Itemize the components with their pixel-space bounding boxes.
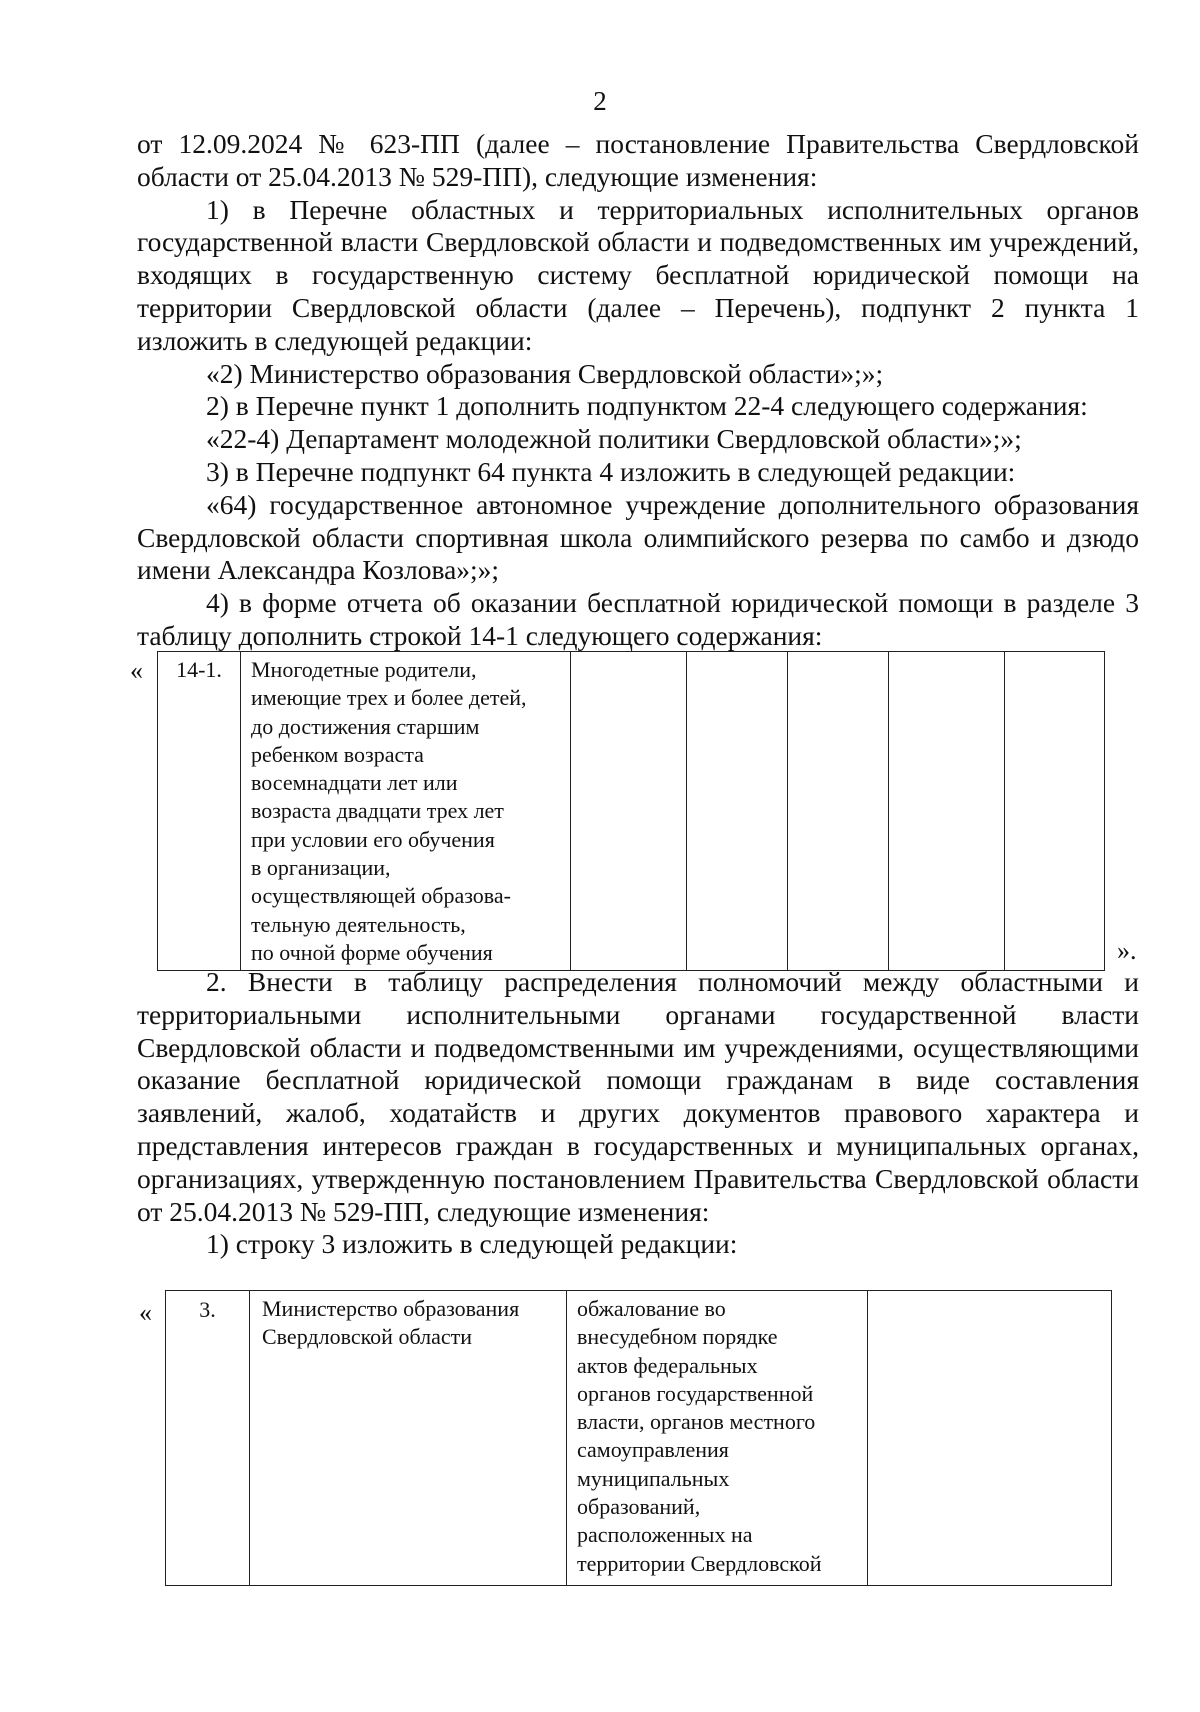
table2-organization	[250, 1291, 567, 1586]
authority-distribution-row-table	[165, 1290, 1112, 1586]
table1-empty-cell	[687, 652, 788, 971]
table2-activity-line: актов федеральных	[577, 1352, 758, 1378]
table2-activity-line: территории Свердловской	[577, 1550, 822, 1576]
table1-empty-cell	[571, 652, 687, 971]
table1-description-line: осуществляющей образова-	[251, 883, 511, 909]
table2-row-number: 3.	[166, 1291, 250, 1586]
table1-description-line: ребенком возраста	[251, 741, 424, 767]
table1-description-line: Многодетные родители,	[251, 657, 477, 682]
table1-quote-close: ».	[1117, 936, 1137, 965]
paragraph-item-2: 2) в Перечне пункт 1 дополнить подпунктом 22-4 следующего содержания:	[206, 390, 1088, 422]
paragraph-quote-1: «2) Министерство образования Свердловской области»;»;	[206, 357, 884, 389]
table2-organization-line: Министерство образования	[262, 1296, 520, 1321]
table2-activity-line: органов государственной	[577, 1380, 814, 1406]
amendment-text-bottom	[137, 966, 1139, 1261]
table1-description-line: по очной форме обучения	[251, 939, 493, 965]
paragraph-row-3: 1) строку 3 изложить в следующей редакции:	[206, 1228, 738, 1260]
table1-quote-open: «	[130, 656, 143, 685]
table1-description-line: до достижения старшим	[251, 713, 480, 739]
table2-activity-line: власти, органов местного	[577, 1409, 816, 1435]
paragraph-item-4: 4) в форме отчета об оказании бесплатной юридической помощи в разделе 3 таблицу дополнить строкой 14-1 следующего содержания:	[137, 587, 1139, 651]
table1-description-line: тельную деятельность,	[251, 911, 466, 937]
table2-activity	[567, 1291, 868, 1586]
table1-description-line: при условии его обучения	[251, 826, 495, 852]
table1-empty-cell	[889, 652, 1005, 971]
amendment-text-top	[137, 128, 1139, 653]
paragraph-quote-2: «22-4) Департамент молодежной политики Свердловской области»;»;	[206, 423, 1022, 455]
table2-empty-cell	[868, 1291, 1112, 1586]
table2-activity-line: самоуправления	[577, 1437, 729, 1463]
paragraph-item-3: 3) в Перечне подпункт 64 пункта 4 изложить в следующей редакции:	[206, 455, 1016, 487]
table1-description-line: восемнадцати лет или	[251, 770, 458, 796]
table1-description-line: возраста двадцати трех лет	[251, 798, 504, 824]
table-row	[166, 1291, 1112, 1586]
table1-empty-cell	[1005, 652, 1105, 971]
table2-activity-line: внесудебном порядке	[577, 1324, 778, 1350]
table1-description-line: в организации,	[251, 855, 391, 881]
table1-description-line: имеющие трех и более детей,	[251, 685, 527, 711]
paragraph-quote-3: «64) государственное автономное учреждение дополнительного образования Свердловской области спортивная школа олимпийского резерва по самбо и дзюдо имени Александра Козлова»;»;	[137, 488, 1139, 586]
table2-activity-line: образований,	[577, 1494, 701, 1520]
table1-description	[241, 652, 571, 971]
table2-quote-open: «	[139, 1298, 152, 1327]
paragraph-item-section-2: 2. Внести в таблицу распределения полномочий между областными и территориальными исполнительными органами государственной власти Свердловской области и подведомственными им учреждениями, осуществляющими оказание бесплатной юридической помощи гражданам в виде составления заявлений, жалоб, ходатайств и других документов правового характера и представления интересов граждан в государственных и муниципальных органах, организациях, утвержденную постановлением Правительства Свердловской области от 25.04.2013 № 529-ПП, следующие изменения:	[137, 966, 1139, 1227]
paragraph-item-1: 1) в Перечне областных и территориальных исполнительных органов государственной власти Свердловской области и подведомственных им учреждений, входящих в государственную систему бесплатной юридической помощи на территории Свердловской области (далее – Перечень), подпункт 2 пункта 1 изложить в следующей редакции:	[137, 193, 1139, 356]
report-form-row-table	[157, 651, 1105, 971]
table2-activity-line: обжалование во	[577, 1296, 726, 1321]
table2-activity-line: муниципальных	[577, 1465, 730, 1491]
page-number: 2	[593, 86, 607, 116]
table1-row-number: 14-1.	[158, 652, 241, 971]
table2-activity-line: расположенных на	[577, 1522, 753, 1548]
paragraph-intro: от 12.09.2024 № 623-ПП (далее – постановление Правительства Свердловской области от 25.04.2013 № 529-ПП), следующие изменения:	[137, 128, 1139, 192]
table1-empty-cell	[788, 652, 889, 971]
table-row	[158, 652, 1105, 971]
table2-organization-line: Свердловской области	[262, 1324, 472, 1350]
